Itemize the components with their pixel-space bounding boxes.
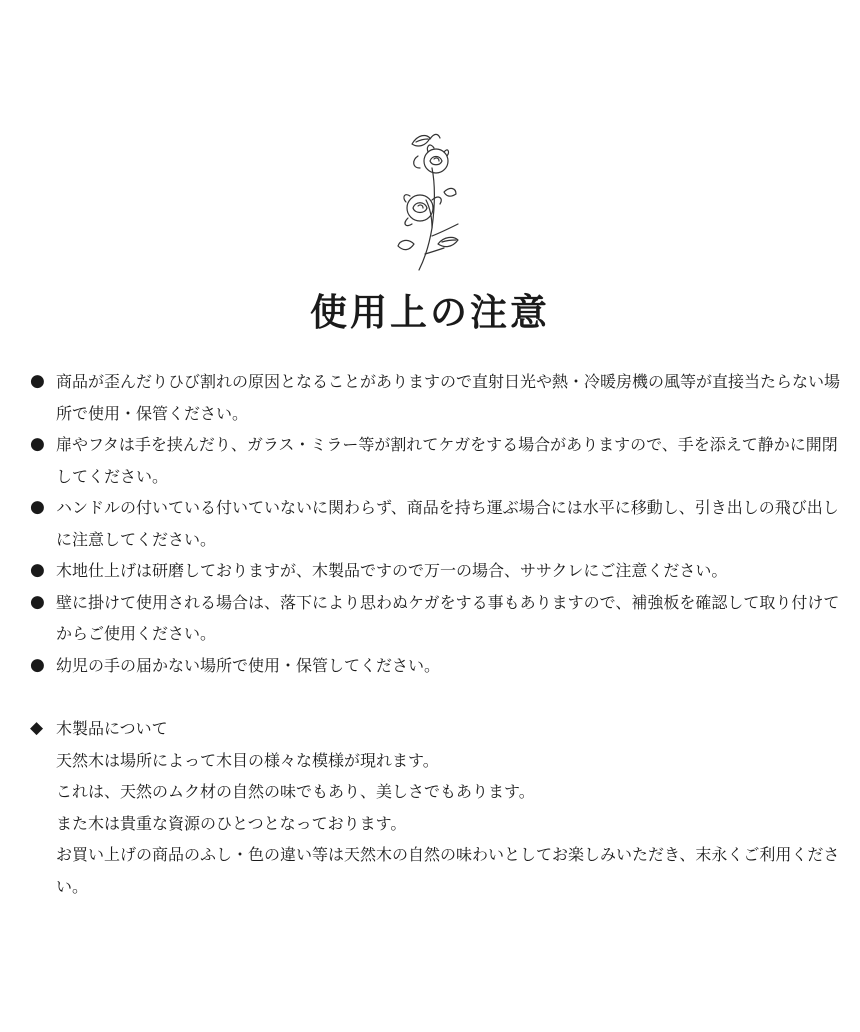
note-text: 扉やフタは手を挟んだり、ガラス・ミラー等が割れてケガをする場合がありますので、手を添えて静かに開閉してください。 <box>56 435 838 486</box>
paragraph-line: お買い上げの商品のふし・色の違い等は天然木の自然の味わいとしてお楽しみいただき、末永くご利用ください。 <box>56 845 840 896</box>
note-text: 壁に掛けて使用される場合は、落下により思わぬケガをする事もありますので、補強板を確認して取り付けてからご使用ください。 <box>56 592 840 643</box>
note-text: 幼児の手の届かない場所で使用・保管してください。 <box>56 655 441 675</box>
paragraph-line: また木は貴重な資源のひとつとなっております。 <box>56 813 407 833</box>
bullet-icon: ● <box>30 497 45 517</box>
bullet-icon: ● <box>30 591 45 612</box>
list-item <box>30 650 842 682</box>
bullet-icon: ● <box>30 434 45 454</box>
bullet-icon: ● <box>30 654 45 675</box>
note-text: 商品が歪んだりひび割れの原因となることがありますので直射日光や熱・冷暖房機の風等が直接当たらない場所で使用・保管ください。 <box>56 372 841 423</box>
list-item <box>30 555 842 587</box>
paragraph-line: これは、天然のムク材の自然の味でもあり、美しさでもあります。 <box>56 782 535 801</box>
bullet-icon: ● <box>30 560 45 580</box>
list-item <box>30 429 842 492</box>
list-item <box>30 492 842 555</box>
page-title: 使用上の注意 <box>310 290 550 334</box>
paragraph-line: 天然木は場所によって木目の様々な模様が現れます。 <box>56 750 439 770</box>
note-text: ハンドルの付いている付いていないに関わらず、商品を持ち運ぶ場合には水平に移動し、引き出しの飛び出しに注意してください。 <box>56 498 839 549</box>
wood-products-section <box>30 713 842 902</box>
wood-products-body <box>30 745 842 903</box>
list-item <box>30 587 842 650</box>
list-item <box>30 366 842 429</box>
rose-flower-icon <box>392 128 472 274</box>
notes-list <box>30 366 842 681</box>
section-heading: 木製品について <box>56 719 168 738</box>
note-text: 木地仕上げは研磨しておりますが、木製品ですので万一の場合、ササクレにご注意ください。 <box>56 561 728 580</box>
bullet-icon: ● <box>30 371 45 391</box>
wood-products-heading <box>30 713 842 745</box>
diamond-bullet-icon: ◆ <box>30 718 44 738</box>
